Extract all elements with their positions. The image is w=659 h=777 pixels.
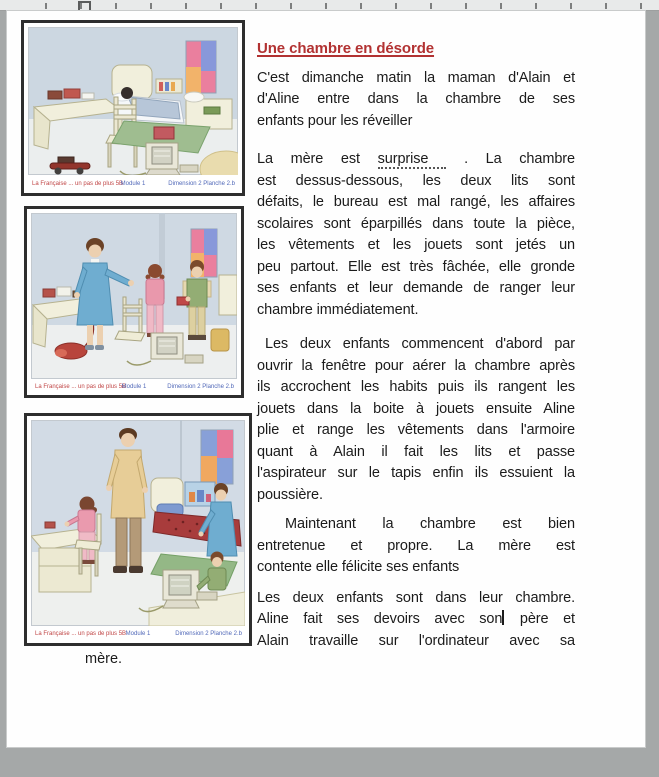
paragraph-line: les vêtements et les jouets sont jetés un (257, 237, 575, 253)
line-text: Aline fait ses devoirs avec son (257, 611, 503, 627)
text-cursor (502, 610, 504, 625)
ruler-tab-stop-marker[interactable] (78, 1, 91, 10)
line-text: La mère est (257, 151, 378, 167)
figure-messy-bedroom[interactable] (21, 20, 245, 196)
figure2-caption-mid: Module 1 (121, 384, 147, 390)
tidy-room-illustration (31, 420, 245, 639)
line-text: père et (505, 611, 575, 627)
paragraph-messy-room (257, 149, 575, 321)
paragraph-line: ils accrochent les habits puis ils rangent les (257, 379, 575, 395)
paragraph-intro (257, 68, 575, 133)
paragraph-line: entretenue et propre. La mère est (257, 537, 575, 554)
paragraph-line: C'est dimanche matin la maman d'Alain et (257, 69, 575, 86)
paragraph-cleaning (257, 334, 575, 506)
figure2-caption-left: La Française ... un pas de plus 5B (35, 384, 127, 390)
figure3-caption-left: La Française ... un pas de plus 5B (35, 631, 127, 637)
paragraph-line: contente elle félicite ses enfants (257, 559, 460, 575)
paragraph-line: l'aspirateur sur le tapis enfin ils essuient la (257, 465, 575, 481)
document-text-column[interactable] (257, 38, 575, 652)
dotted-underline-word: surprise (378, 151, 447, 169)
figure1-caption-right: Dimension 2 Planche 2.b (168, 181, 235, 187)
page-title: Une chambre en désorde (257, 40, 435, 57)
paragraph-ending (257, 588, 575, 653)
figure2-caption-right: Dimension 2 Planche 2.b (167, 384, 234, 390)
horizontal-ruler (0, 0, 659, 11)
figure3-caption-right: Dimension 2 Planche 2.b (175, 631, 242, 637)
poster (186, 41, 216, 93)
paragraph-line: d'Aline entre dans la chambre de ses (257, 91, 575, 107)
paragraph-clean-room (257, 514, 575, 579)
paragraph-line: Les deux enfants commencent d'abord par (265, 336, 575, 352)
document-page (7, 11, 645, 747)
paragraph-line: ouvrir la fenêtre pour aérer la chambre après (257, 357, 575, 374)
paragraph-line: Maintenant la chambre est bien (285, 516, 575, 532)
paragraph-line: est dessus-dessous, les deux lits sont (257, 172, 575, 189)
line-text: . La chambre (446, 151, 575, 167)
paragraph-line: plie et range les vêtements dans l'armoire (257, 422, 575, 438)
figure1-caption-left: La Française ... un pas de plus 5B (32, 181, 124, 187)
paragraph-line: jouets dans la boite à jouets ensuite Aline (257, 400, 575, 417)
ruler-ticks (12, 3, 659, 9)
paragraph-line (257, 609, 575, 631)
paragraph-line: enfants pour les réveiller (257, 112, 413, 129)
figure-tidy-room[interactable] (24, 413, 252, 646)
paragraph-line: Alain travaille sur l'ordinateur avec sa (257, 632, 575, 649)
paragraph-line: quant à Alain il fait les lits et passe (257, 443, 575, 460)
paragraph-line: peu partout. Elle est très fâchée, elle gronde (257, 258, 575, 275)
figure1-caption-mid: Module 1 (120, 181, 146, 187)
paragraph-line: défaits, le bureau est mal rangé, les affaires (257, 194, 575, 210)
mother-scolding-illustration (31, 213, 237, 391)
paragraph-line: ses enfants et leur demande de ranger leur (257, 280, 575, 296)
paragraph-line: chambre immédiatement. (257, 301, 419, 318)
paragraph-line: scolaires sont éparpillés dans toute la pièce, (257, 215, 575, 232)
figure3-caption-mid: Module 1 (125, 631, 151, 637)
paragraph-line: Les deux enfants sont dans leur chambre. (257, 589, 575, 606)
figure-mother-scolding[interactable] (24, 206, 244, 398)
paragraph-line: poussière. (257, 486, 323, 503)
messy-bedroom-illustration (28, 27, 238, 189)
paragraph-line (257, 149, 575, 171)
paragraph-ending-wrapped-line: mère. (85, 651, 123, 667)
